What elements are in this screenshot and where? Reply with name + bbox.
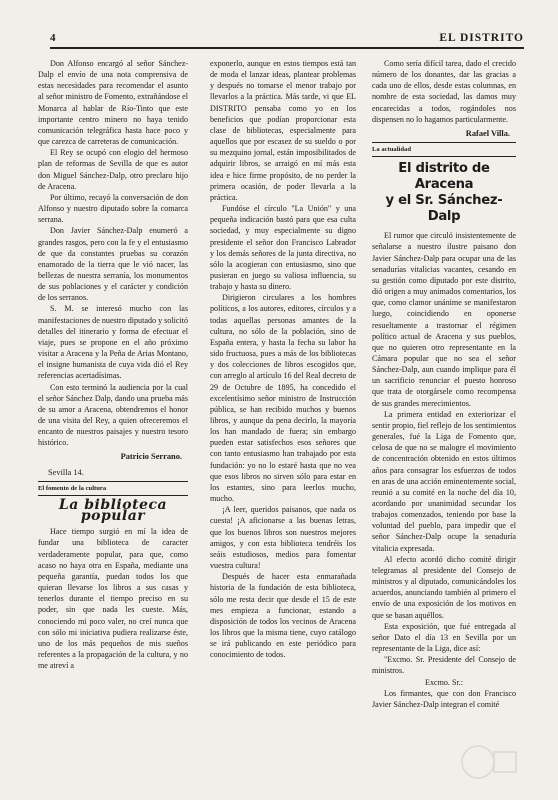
- paragraph: Con esto terminó la audiencia por la cual el señor Sánchez Dalp, dando una prueba más de su amor a Aracena, obtendremos el honor de una visita del Rey, a quien ofreceremos el encanto de nuestros paisajes y nuestro tesoro histórico.: [38, 382, 188, 448]
- author-signature: Patricio Serrano.: [120, 452, 182, 462]
- paragraph: Hace tiempo surgió en mí la idea de fundar una biblioteca de caracter verdaderamente popular, para que, como acaso no haya otra en España, mediante una pequeña garantía, puedan todos los que quieran llevarse los libros a sus casas y tenerlos durante el tiempo preciso en su poder, sin que nada les cueste. Más, conociendo mi poco valer, no creí nunca que con sólo mi iniciativa pudiera realizarse éste, uno de los más pequeños de mis sueños referentes a la propagación de la cultura, y no me atreví a: [38, 527, 188, 671]
- author-signature: Rafael Villa.: [465, 128, 510, 138]
- dateline: Sevilla 14.: [48, 467, 84, 477]
- page-header: [50, 32, 524, 46]
- article-title: [372, 161, 516, 225]
- paragraph: S. M. se interesó mucho con las manifestaciones de nuestro diputado y solicitó detalles del itinerario y forma de efectuar el viaje, pues se propone en el año próximo visitar a Aracena y la Peña de Arias Montano, el insigne humanista de cuya vida dió el Rey referencias acertadísimas.: [38, 304, 188, 381]
- section-label: El fomento de la cultura: [38, 481, 188, 496]
- column-3: [372, 58, 516, 710]
- paragraph: Don Alfonso encargó al señor Sánchez-Dalp el envío de una nota comprensiva de estas necesidades para recomendar el asunto al señor ministro de Fomento, extrañándose el Monarca al hablar de Río-Tinto que este importante centro minero no haya tenido comunicación telegráfica hasta hace poco y que carezca de carreteras de comunicación.: [38, 59, 188, 147]
- section-label: La actualidad: [372, 142, 516, 157]
- paragraph: Al efecto acordó dicho comité dirigir telegramas al presidente del Consejo de ministros y al diputado, comunicándoles los acuerdos, anunciando también al primero el envío de una exposición de los motivos en que se basan aquéllos.: [372, 554, 516, 620]
- letter-salutation: "Excmo. Sr. Presidente del Consejo de ministros.: [372, 655, 516, 676]
- newspaper-name: EL DISTRITO: [439, 32, 524, 44]
- letter-salutation: Excmo. Sr.:: [425, 677, 463, 687]
- column-1: [38, 58, 188, 671]
- paragraph: Dirigieron circulares a los hombres políticos, a los autores, editores, círculos y a todas aquellas personas amantes de la cultura, no sólo de la población, sino de España entera, y hasta la fecha su labor ha sido fructuosa, pues a más de los bibliotecas y dos colecciones de libros escogidos que, con arreglo al artículo 16 del Real decreto de 29 de Octubre de 1895, ha concedido el excelentísimo señor ministro de Instrucción pública, se han recibido muchos y buenos libros, y aunque da pena decirlo, la mayoría los han mandado de fuera; sin embargo pueden estar satisfechos esos señores que con tanto entusiasmo han trabajado por esta fundación: yo no lo estaré hasta que no vea que esos libros no sirven sólo para estar en los estantes, sino para leerlos mucho, mucho.: [210, 293, 356, 504]
- paragraph: exponerlo, aunque en estos tiempos está tan de moda el lanzar ideas, plantear problemas y después no tomarse el menor trabajo por llevarlos a la práctica. Más tarde, vi que EL DISTRITO pensaba como yo en los beneficios que podían proporcionar esta clase de bibliotecas, especialmente para aquellos que por escasez de su sueldo o por su mezquino jornal, están imposibilitados de adquirir libros, se arraigó en mí más esta idea e hice firme propósito, de no perder la primera ocasión, de poder llevarla a la práctica.: [210, 59, 356, 202]
- paragraph: Fundóse el círculo "La Unión" y una pequeña indicación bastó para que esa culta sociedad, y muy especialmente su digno presidente el señor don Francisco Labrador y los demás señores de la junta directiva, no sólo la acogieran con entusiasmo, sino que pusieran en juego su valiosa influencia, su trabajo y hasta su dinero.: [210, 204, 356, 292]
- article-title-line: y el Sr. Sánchez-Dalp: [385, 193, 503, 225]
- paragraph: ¡A leer, queridos paisanos, que nada os cuesta! ¡A aficionarse a las buenas letras, que los buenos libros son nuestros mejores amigos, y con esta biblioteca tendréis los seáis estudiosos, medios para fomentar vuestra cultura!: [210, 505, 356, 571]
- paragraph: El rumor que circuló insistentemente de señalarse a nuestro ilustre paisano don Javier Sánchez-Dalp para ocupar una de las senadurías vitalicias vacantes, cesando en su gestión como diputado por este distrito, dió origen a muy animados comentarios, los que, como clamor unánime se manifestaron luego, coincidiendo en oponerse resueltamente a trastornar el régimen político actual de Aracena y sus pueblos, que no quieren otro representante en la Cámara popular que no sea el señor Sánchez-Dalp, aun cuando implique para él un sacrificio renunciar el puesto honroso que trata de otorgársele como recompensa de sus grandes merecimientos.: [372, 231, 516, 408]
- paragraph: Los firmantes, que con don Francisco Javier Sánchez-Dalp integran el comité: [372, 688, 516, 709]
- header-rule: [50, 47, 524, 49]
- archive-stamp-icon: [458, 742, 518, 782]
- paragraph: Después de hacer esta enmarañada historia de la fundación de esta biblioteca, sólo me resta decir que desde el 15 de este mes empieza a funcionar, estando a disposición de todos los vecinos de Aracena los libros que la misma tiene, cuyo catálogo se irá publicando en este periódico para conocimiento de todos.: [210, 572, 356, 660]
- page-number: 4: [50, 32, 56, 44]
- paragraph: El Rey se ocupó con elogio del hermoso plan de reformas de Sevilla de que es autor don Miguel Sánchez-Dalp, otro preclaro hijo de Aracena.: [38, 148, 188, 191]
- paragraph: Como sería difícil tarea, dado el crecido número de los donantes, dar las gracias a cada uno de ellos, desde estas columnas, en nombre de esta sociedad, las damos muy encarecidas a todos, rogándoles nos dispensen no lo hagamos particularmente.: [372, 59, 516, 124]
- paragraph: La primera entidad en exteriorizar el sentir propio, fiel reflejo de los sentimientos generales, fué la Liga de Fomento que, celosa de que no se malogre el movimiento de concentración obtenido en estos últimos años para consagrar los esfuerzos de todos en aras de una acción eminentemente social, reunió a su comité en la noche del día 10, acordando por unanimidad secundar los trabajos comenzados, teniendo por base la voluntad del pueblo, para impedir que el señor Sánchez-Dalp ocupe la senaduría vitalicia expresada.: [372, 409, 516, 553]
- paragraph: Por último, recayó la conversación de don Alfonso y nuestro diputado sobre la comarca serrana.: [38, 192, 188, 225]
- article-title: La biblioteca popular: [58, 496, 168, 525]
- paragraph: Don Javier Sánchez-Dalp enumeró a grandes rasgos, pero con la fe y el entusiasmo de que da constantes pruebas su corazón enamorado de la tierra que le vió nacer, las bellezas de nuestra serranía, los monumentos de sus poblaciones y el carácter y condición de los serranos.: [38, 226, 188, 303]
- paragraph: Esta exposición, que fué entregada al señor Dato el día 13 en Sevilla por un representante de la Liga, dice así:: [372, 621, 516, 654]
- article-title-line: El distrito de Aracena: [398, 161, 490, 193]
- column-2: [210, 58, 356, 660]
